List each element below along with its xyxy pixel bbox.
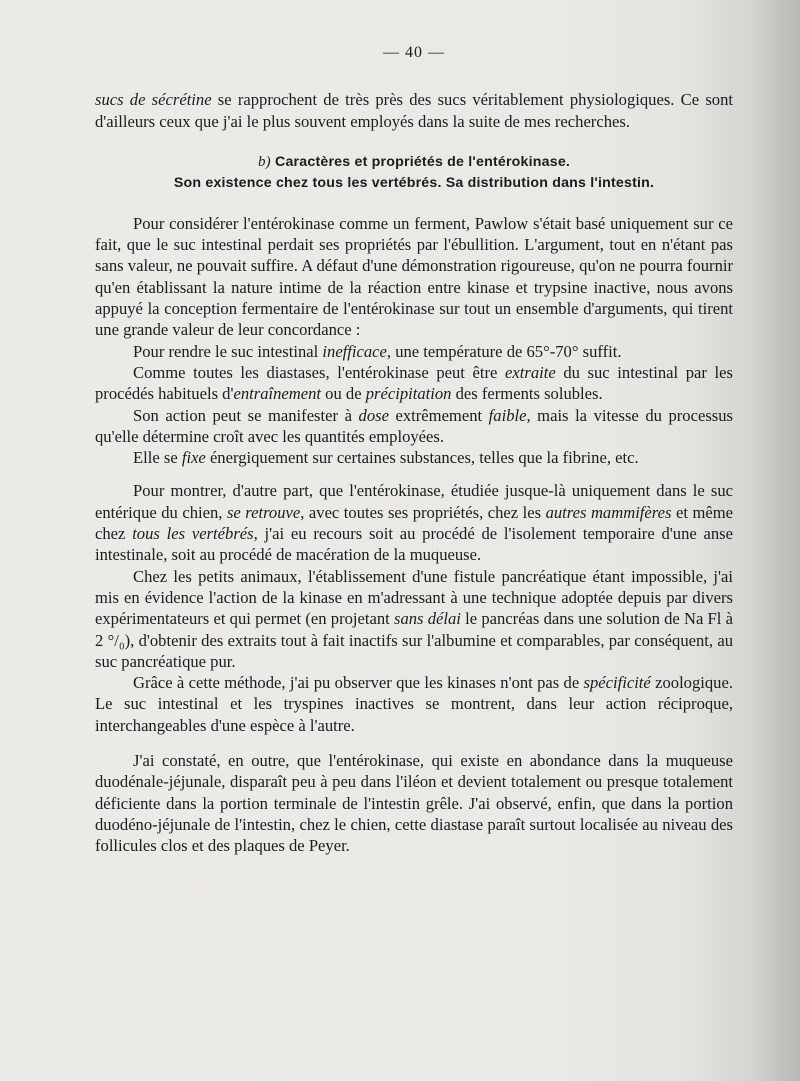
paragraph-text: le pancréas dans une solution de Na Fl à 2 °/₀), d'obtenir des extraits tout à fait inactifs sur l'albumine et comparables, par conséquent, au suc pancréatique pur. — [95, 609, 733, 671]
paragraph-9: J'ai constaté, en outre, que l'entérokinase, qui existe en abondance dans la muqueuse duodénale-jéjunale, disparaît peu à peu dans l'iléon et devient totalement ou presque totalement déficiente dans la portion terminale de l'intestin grêle. J'ai observé, enfin, que dans la portion duodéno-jéjunale de l'intestin, chez le chien, cette diastase paraît surtout localisée au niveau des follicules clos et des plaques de Peyer. — [95, 751, 733, 856]
paragraph-1: Pour considérer l'entérokinase comme un ferment, Pawlow s'était basé uniquement sur ce fait, que le suc intestinal perdait ses propriétés par l'ébullition. L'argument, tout en n'étant pas sans valeur, ne pouvait suffire. A défaut d'une démonstration rigoureuse, qu'on ne pourra fournir qu'en établissant la nature intime de la réaction entre kinase et trypsine inactive, nous avons appuyé la conception fermentaire de l'entérokinase sur tout un ensemble d'arguments, qui tirent une grande valeur de leur concordance : — [95, 213, 733, 340]
paragraph-text: Elle se — [133, 448, 182, 468]
paragraph-text: Pour rendre le suc intestinal — [133, 341, 323, 361]
italic-term: sucs de sécrétine — [95, 90, 212, 110]
paragraph-8 — [95, 672, 733, 736]
heading-line-2: Son existence chez tous les vertébrés. Sa distribution dans l'intestin. — [173, 174, 655, 191]
paragraph-text: du suc intestinal par les procédés habituels d' — [95, 362, 733, 404]
italic-term: spécificité — [583, 673, 651, 693]
section-label: b) — [257, 153, 271, 170]
italic-term: se retrouve — [226, 502, 301, 522]
italic-term: fixe — [181, 448, 206, 468]
paragraph-text: , avec toutes ses propriétés, chez les — [300, 502, 546, 522]
paragraph-6 — [95, 480, 733, 565]
paragraph-text: zoologique. Le suc intestinal et les tryspines inactives se montrent, dans leur action réciproque, interchangeables d'une espèce à l'autre. — [95, 673, 733, 735]
paragraph-2 — [95, 341, 733, 362]
italic-term: autres mammifères — [545, 502, 672, 522]
paragraph-text: ou de — [321, 384, 366, 404]
paragraph-text: , mais la vitesse du processus qu'elle détermine croît avec les quantités employées. — [95, 405, 734, 446]
paragraph-text: des ferments solubles. — [451, 384, 603, 404]
paragraph-5 — [95, 447, 733, 468]
paragraph-text: énergiquement sur certaines substances, telles que la fibrine, etc. — [205, 448, 639, 468]
paragraph-text: Son action peut se manifester à — [133, 405, 359, 425]
paragraph-text: Comme toutes les diastases, l'entérokinase peut être — [133, 362, 506, 382]
heading-text-1: Caractères et propriétés de l'entérokinase. — [275, 153, 571, 170]
paragraph-7 — [95, 566, 733, 672]
italic-term: précipitation — [365, 384, 452, 404]
italic-term: inefficace — [322, 341, 387, 361]
italic-term: sans délai — [394, 609, 461, 629]
paragraph-text: Chez les petits animaux, l'établissement d'une fistule pancréatique étant impossible, j'ai mis en évidence l'action de la kinase en m'adressant à une technique adoptée depuis par divers expérimentateurs et qui permet (en projetant — [95, 566, 733, 629]
page-number: — 40 — — [383, 44, 445, 61]
italic-term: entraînement — [233, 384, 322, 404]
paragraph-text: Pour montrer, d'autre part, que l'entérokinase, étudiée jusque-là uniquement dans le suc entérique du chien, — [95, 481, 733, 522]
section-heading — [95, 152, 733, 194]
paragraph-text: Grâce à cette méthode, j'ai pu observer que les kinases n'ont pas de — [133, 673, 584, 693]
page-content — [95, 42, 733, 857]
paragraph-text: se rapprochent de très près des sucs véritablement physiologiques. Ce sont d'ailleurs ceux que j'ai le plus souvent employés dans la suite de mes recherches. — [95, 90, 733, 131]
italic-term: tous les vertébrés — [132, 524, 254, 544]
heading-line-1 — [95, 152, 733, 173]
paragraph-intro — [95, 89, 733, 132]
italic-term: extraite — [505, 362, 556, 382]
paragraph-text: , une température de 65°-70° suffit. — [386, 341, 622, 361]
italic-term: faible — [488, 405, 527, 425]
paragraph-3 — [95, 362, 733, 405]
paragraph-text: et même chez — [95, 502, 733, 544]
paragraph-text: , j'ai eu recours soit au procédé de l'isolement temporaire d'une anse intestinale, soit au procédé de macération de la muqueuse. — [95, 524, 734, 565]
paragraph-text: extrêmement — [388, 405, 489, 425]
italic-term: dose — [358, 405, 389, 425]
paragraph-4 — [95, 405, 733, 448]
